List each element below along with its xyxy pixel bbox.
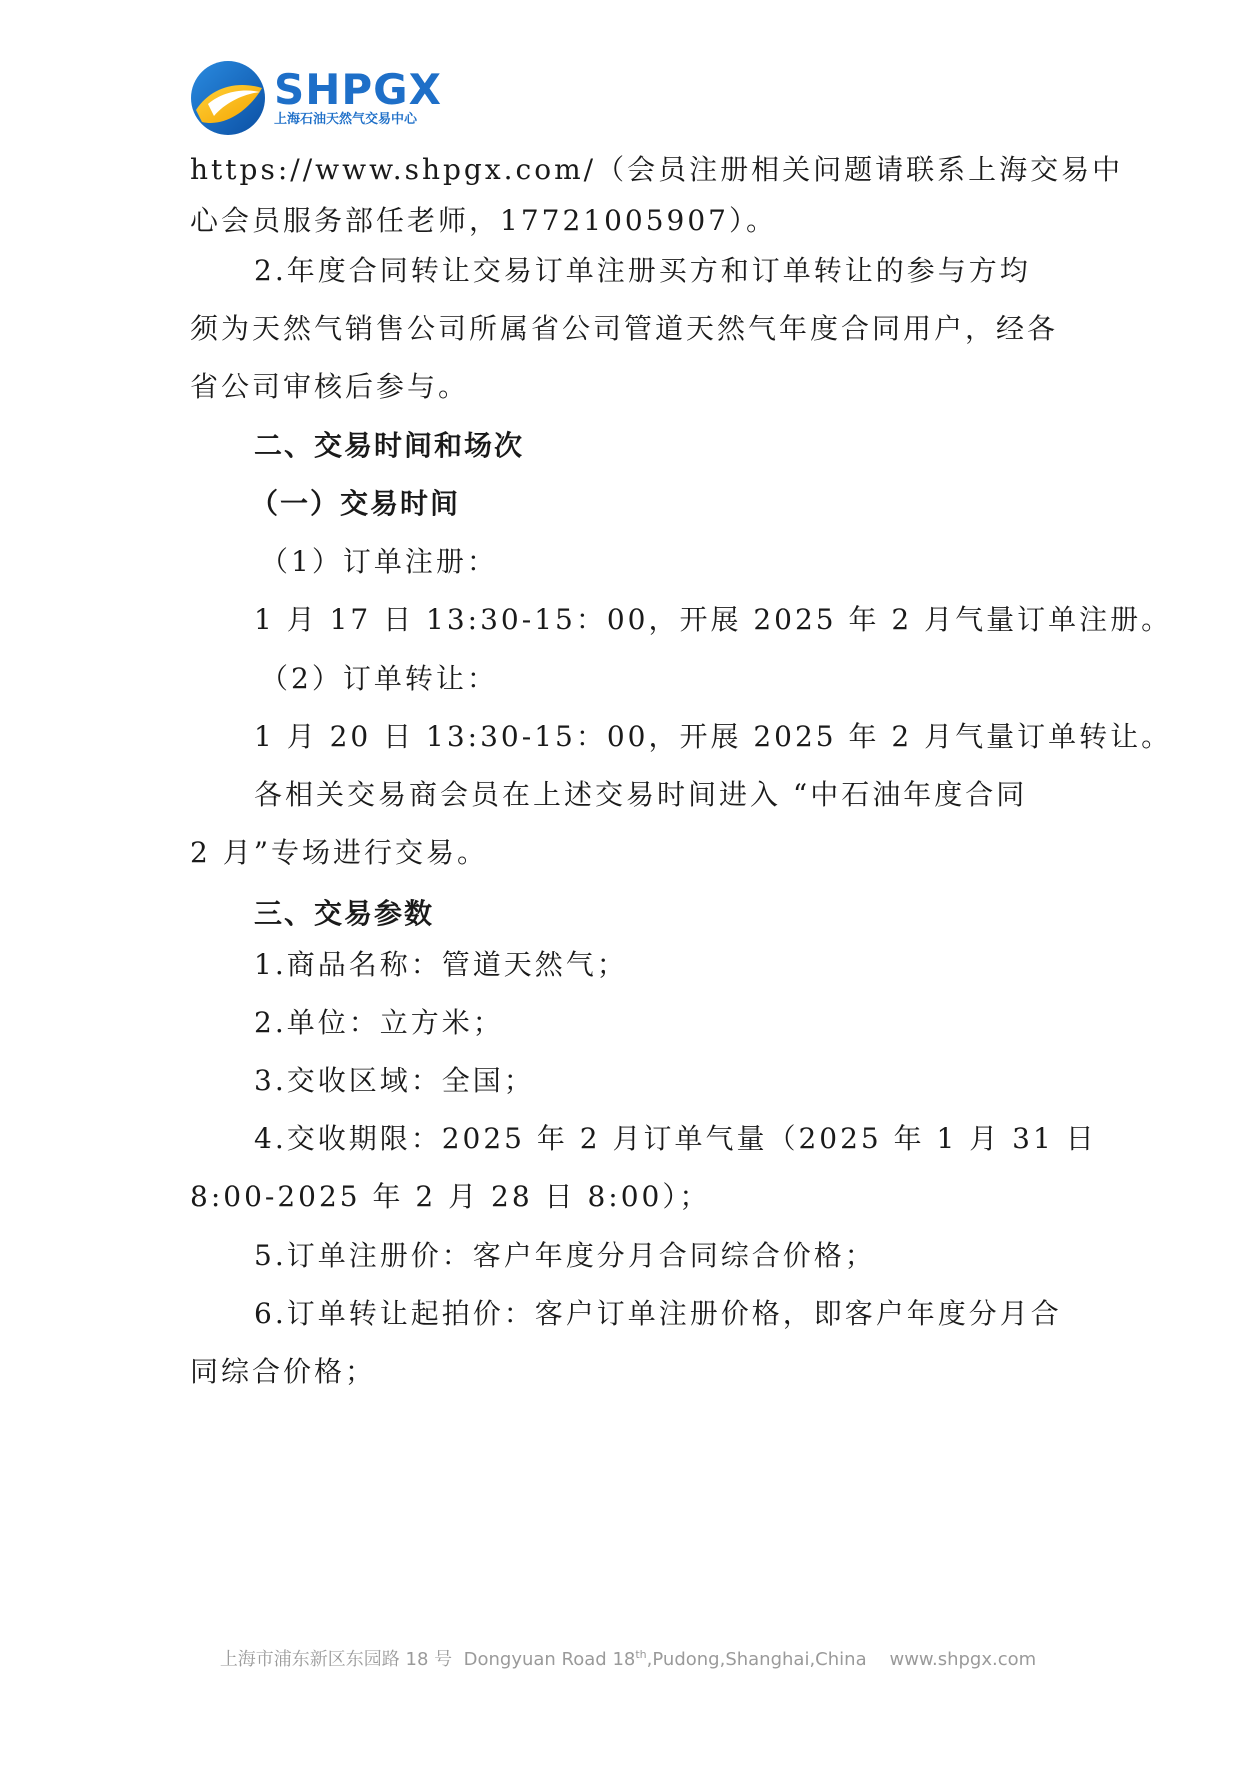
paragraph-line: 8:00-2025 年 2 月 28 日 8:00）； [190,1180,711,1213]
footer-website-link[interactable]: www.shpgx.com [889,1649,1037,1670]
paragraph-line: 1 月 17 日 13:30-15：00，开展 2025 年 2 月气量订单注册。 [254,603,1173,636]
paragraph-line: 1 月 20 日 13:30-15：00，开展 2025 年 2 月气量订单转让。 [254,720,1173,753]
logo-subtitle: 上海石油天然气交易中心 [274,112,418,127]
paragraph-line: 2.年度合同转让交易订单注册买方和订单转让的参与方均 [254,254,1031,287]
paragraph-line: 1.商品名称：管道天然气； [254,948,628,981]
footer-address-cn: 上海市浦东新区东园路 18 号 [219,1649,453,1670]
paragraph-line: （1）订单注册： [260,545,498,578]
footer-address-en: Dongyuan Road 18th,Pudong,Shanghai,China [463,1648,867,1670]
section-heading: 二、交易时间和场次 [254,429,525,462]
paragraph-line: 2.单位：立方米； [254,1006,504,1039]
paragraph-line: 6.订单转让起拍价：客户订单注册价格，即客户年度分月合 [254,1297,1062,1330]
paragraph-line: 须为天然气销售公司所属省公司管道天然气年度合同用户，经各 [190,312,1059,345]
logo-wordmark: SHPGX [274,65,443,114]
paragraph-line: 2 月”专场进行交易。 [190,836,489,869]
paragraph-line: 同综合价格； [190,1355,377,1388]
paragraph-line: https://www.shpgx.com/（会员注册相关问题请联系上海交易中 [190,153,1124,186]
paragraph-line: 4.交收期限：2025 年 2 月订单气量（2025 年 1 月 31 日 [254,1122,1097,1155]
paragraph-line: 各相关交易商会员在上述交易时间进入 “中石油年度合同 [254,778,1028,811]
paragraph-line: 5.订单注册价：客户年度分月合同综合价格； [254,1239,876,1272]
paragraph-line: 省公司审核后参与。 [190,370,470,403]
paragraph-line: 3.交收区域：全国； [254,1064,535,1097]
header-logo [188,58,442,138]
shpgx-logo-icon [188,58,268,138]
page-footer [0,1645,1256,1671]
subsection-heading: （一）交易时间 [250,487,461,520]
section-heading: 三、交易参数 [254,897,435,930]
paragraph-line: 心会员服务部任老师，17721005907）。 [190,204,777,237]
paragraph-line: （2）订单转让： [260,662,498,695]
